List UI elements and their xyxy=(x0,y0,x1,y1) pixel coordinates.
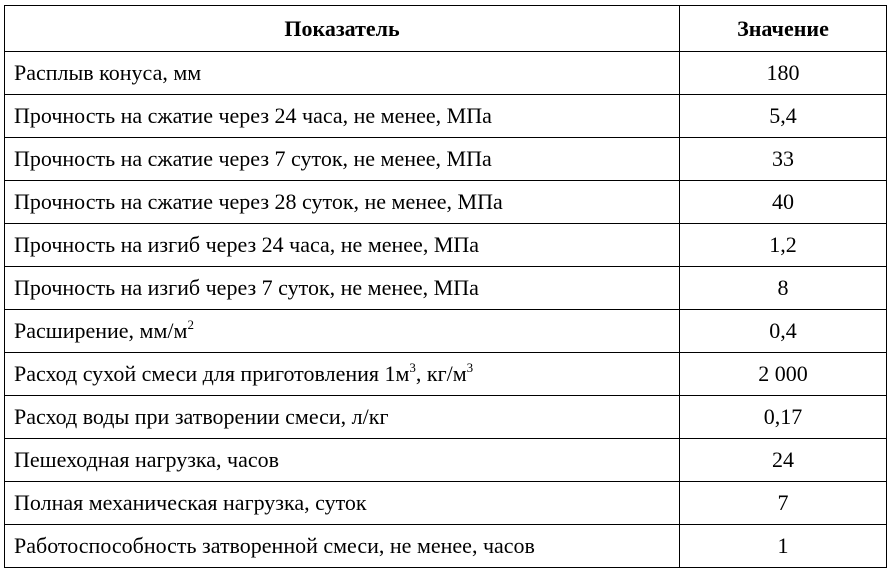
table-row xyxy=(5,267,887,310)
row-parameter-value: 7 xyxy=(680,482,887,525)
row-parameter-name: Работоспособность затворенной смеси, не менее, часов xyxy=(5,525,680,568)
row-parameter-value: 1,2 xyxy=(680,224,887,267)
table-row xyxy=(5,138,887,181)
table-row xyxy=(5,525,887,568)
table-row xyxy=(5,396,887,439)
name-text: , кг/м xyxy=(415,361,467,386)
superscript: 3 xyxy=(409,360,416,375)
name-text: Расход сухой смеси для приготовления 1м xyxy=(14,361,410,386)
row-parameter-value: 1 xyxy=(680,525,887,568)
table-row xyxy=(5,482,887,525)
table-row xyxy=(5,52,887,95)
superscript: 3 xyxy=(466,360,474,375)
row-parameter-name: Прочность на сжатие через 7 суток, не менее, МПа xyxy=(5,138,680,181)
row-parameter-name: Прочность на изгиб через 24 часа, не менее, МПа xyxy=(5,224,680,267)
row-parameter-name: Прочность на сжатие через 24 часа, не менее, МПа xyxy=(5,95,680,138)
row-parameter-value: 0,4 xyxy=(680,310,887,353)
row-parameter-value: 180 xyxy=(680,52,887,95)
row-parameter-name: Полная механическая нагрузка, суток xyxy=(5,482,680,525)
table-row xyxy=(5,353,887,396)
row-parameter-value: 8 xyxy=(680,267,887,310)
row-parameter-value: 40 xyxy=(680,181,887,224)
name-text: Расширение, мм/м xyxy=(14,318,188,343)
table-row xyxy=(5,181,887,224)
row-parameter-name: Расплыв конуса, мм xyxy=(5,52,680,95)
row-parameter-name xyxy=(5,310,680,353)
row-parameter-value: 2 000 xyxy=(680,353,887,396)
column-header-value: Значение xyxy=(680,6,887,52)
table-row xyxy=(5,224,887,267)
specification-table xyxy=(4,5,887,568)
row-parameter-name: Прочность на изгиб через 7 суток, не менее, МПа xyxy=(5,267,680,310)
row-parameter-name: Прочность на сжатие через 28 суток, не менее, МПа xyxy=(5,181,680,224)
row-parameter-value: 0,17 xyxy=(680,396,887,439)
row-parameter-name xyxy=(5,353,680,396)
table-row xyxy=(5,439,887,482)
row-parameter-name: Расход воды при затворении смеси, л/кг xyxy=(5,396,680,439)
superscript: 2 xyxy=(187,317,194,332)
column-header-parameter: Показатель xyxy=(5,6,680,52)
row-parameter-value: 24 xyxy=(680,439,887,482)
row-parameter-name: Пешеходная нагрузка, часов xyxy=(5,439,680,482)
row-parameter-value: 33 xyxy=(680,138,887,181)
row-parameter-value: 5,4 xyxy=(680,95,887,138)
table-header-row xyxy=(5,6,887,52)
table-row xyxy=(5,95,887,138)
table-row xyxy=(5,310,887,353)
